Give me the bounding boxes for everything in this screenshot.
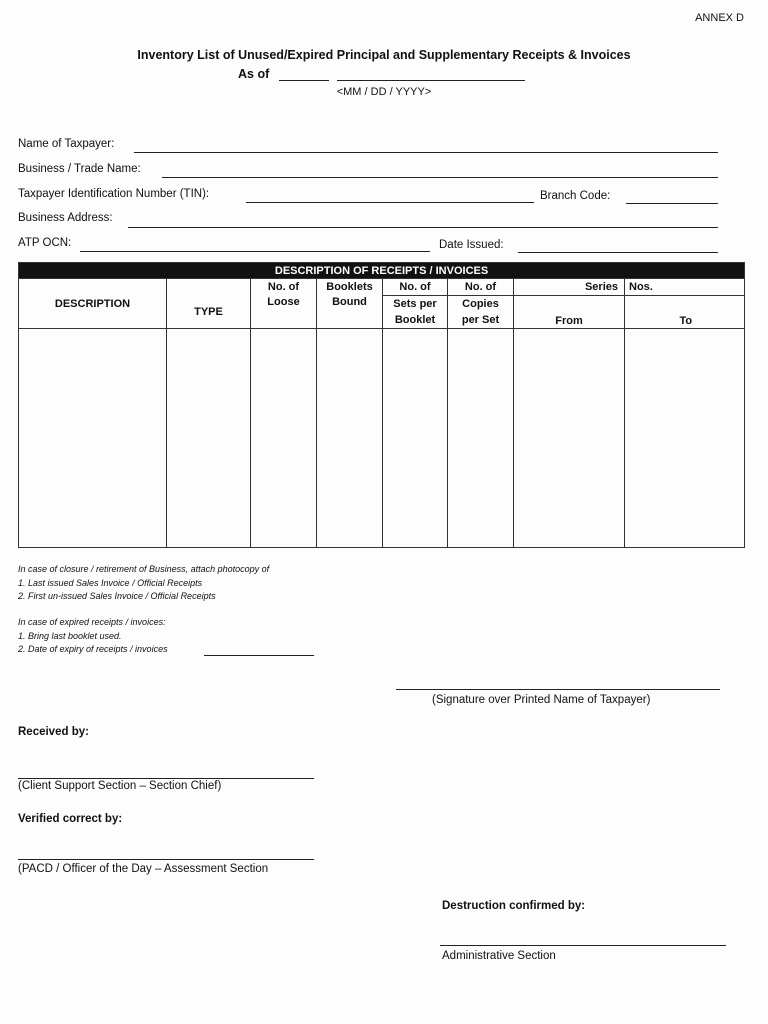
closure-notes: [18, 563, 269, 604]
no-of-loose-header: No. of: [251, 279, 317, 296]
table-row: [19, 329, 745, 548]
client-support-caption: (Client Support Section – Section Chief): [18, 780, 222, 792]
cell-from[interactable]: [514, 329, 625, 548]
cell-loose[interactable]: [251, 329, 317, 548]
expired-item-2: 2. Date of expiry of receipts / invoices: [18, 644, 168, 654]
date-format-hint: <MM / DD / YYYY>: [336, 86, 432, 98]
table-banner: DESCRIPTION OF RECEIPTS / INVOICES: [19, 263, 745, 279]
admin-section-caption: Administrative Section: [442, 950, 556, 962]
business-address-label: Business Address:: [18, 212, 113, 224]
as-of-line-short[interactable]: [279, 80, 329, 81]
as-of-label: As of: [238, 67, 270, 81]
atp-ocn-label: ATP OCN:: [18, 237, 72, 249]
per-set-header: per Set: [448, 313, 514, 329]
from-header: From: [514, 296, 625, 329]
destruction-line[interactable]: [440, 945, 726, 946]
type-header: TYPE: [167, 296, 251, 329]
cell-copies[interactable]: [448, 329, 514, 548]
taxpayer-name-line[interactable]: [134, 152, 718, 153]
destruction-label: Destruction confirmed by:: [442, 900, 586, 912]
expired-notes: [18, 616, 168, 657]
verified-by-line[interactable]: [18, 859, 314, 860]
taxpayer-signature-caption: (Signature over Printed Name of Taxpayer): [432, 694, 651, 706]
nos-header: Nos.: [625, 279, 745, 296]
cell-to[interactable]: [625, 329, 745, 548]
no-of-sets-header: No. of: [383, 279, 448, 296]
cell-bound[interactable]: [317, 329, 383, 548]
loose-header: Loose: [251, 296, 317, 329]
taxpayer-name-label: Name of Taxpayer:: [18, 138, 115, 150]
booklets-header: Booklets: [317, 279, 383, 296]
no-of-copies-header: No. of: [448, 279, 514, 296]
bound-header: Bound: [317, 296, 383, 329]
expiry-date-line[interactable]: [204, 655, 314, 656]
series-header: Series: [514, 279, 625, 296]
branch-code-line[interactable]: [626, 203, 718, 204]
receipts-table: [18, 262, 745, 548]
closure-intro: In case of closure / retirement of Business, attach photocopy of: [18, 564, 270, 574]
received-by-label: Received by:: [18, 726, 89, 738]
to-header: To: [625, 296, 745, 329]
annex-label: ANNEX D: [695, 12, 744, 24]
date-issued-label: Date Issued:: [439, 239, 504, 251]
expired-intro: In case of expired receipts / invoices:: [18, 617, 166, 627]
expired-item-1: 1. Bring last booklet used.: [18, 630, 122, 641]
received-by-line[interactable]: [18, 778, 314, 779]
cell-type[interactable]: [167, 329, 251, 548]
as-of-line-long[interactable]: [337, 80, 525, 81]
tin-line[interactable]: [246, 202, 534, 203]
closure-item-1: 1. Last issued Sales Invoice / Official Receipts: [18, 577, 203, 588]
tin-label: Taxpayer Identification Number (TIN):: [18, 188, 210, 200]
description-header: DESCRIPTION: [19, 279, 167, 329]
date-issued-line[interactable]: [518, 252, 718, 253]
branch-code-label: Branch Code:: [540, 190, 611, 202]
verified-by-label: Verified correct by:: [18, 813, 123, 825]
closure-item-2: 2. First un-issued Sales Invoice / Official Receipts: [18, 591, 216, 601]
cell-sets[interactable]: [383, 329, 448, 548]
copies-header: Copies: [448, 296, 514, 313]
business-address-line[interactable]: [128, 227, 718, 228]
booklet-header: Booklet: [383, 313, 448, 329]
taxpayer-signature-line[interactable]: [396, 689, 720, 690]
pacd-caption: (PACD / Officer of the Day – Assessment Section: [18, 863, 269, 875]
atp-ocn-line[interactable]: [80, 251, 430, 252]
sets-per-header: Sets per: [383, 296, 448, 313]
trade-name-label: Business / Trade Name:: [18, 163, 141, 175]
trade-name-line[interactable]: [162, 177, 718, 178]
cell-description[interactable]: [19, 329, 167, 548]
form-title: Inventory List of Unused/Expired Principal and Supplementary Receipts & Invoices: [137, 48, 631, 62]
